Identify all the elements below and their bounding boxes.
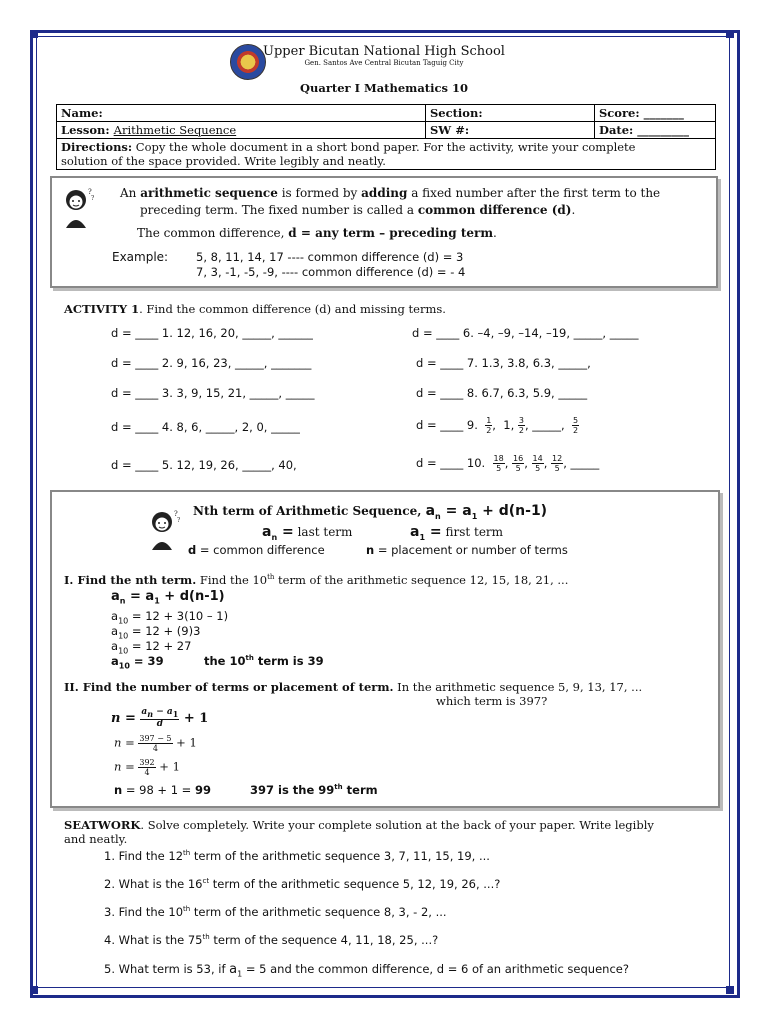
seatwork-q2: 2. What is the $16^{ct}$ term of the arithmetic sequence 5, 12, 19, 26, ...? xyxy=(104,877,501,891)
example-label: Example: xyxy=(112,250,169,264)
n-step-1: n = $\frac{397 - 5}{4}$ + 1 xyxy=(114,734,197,753)
n-result-statement: 397 is the 99th term xyxy=(250,783,378,797)
student-face-icon xyxy=(58,184,98,230)
activity-item-6: d = ____ 6. –4, –9, –14, –19, _____, _____ xyxy=(412,326,639,340)
seatwork-heading-2: and neatly. xyxy=(64,832,128,846)
nth-formula: $a_n = a_1 + d(n-1)$ xyxy=(111,589,225,606)
find-term-question: which term is 397? xyxy=(436,694,548,708)
find-nth-heading: I. Find the nth term. Find the 10th term of the arithmetic sequence 12, 15, 18, 21, ... xyxy=(64,573,569,587)
activity-item-1: d = ____ 1. 12, 16, 20, _____, ______ xyxy=(111,326,313,340)
activity-item-7: d = ____ 7. 1.3, 3.8, 6.3, _____, xyxy=(416,356,591,370)
corner-ornament xyxy=(726,30,734,38)
definition-line-1: An arithmetic sequence is formed by adding a fixed number after the first term to the xyxy=(120,186,661,200)
sw-field[interactable]: SW #: xyxy=(426,122,595,139)
example-1: 5, 8, 11, 14, 17 ---- common difference (d) = 3 xyxy=(196,250,464,264)
svg-text:?: ? xyxy=(177,517,181,524)
activity-item-5: d = ____ 5. 12, 19, 26, _____, 40, xyxy=(111,458,297,472)
step-1: $a_{10} = 12 + 3(10 - 1)$ xyxy=(111,609,229,626)
corner-ornament xyxy=(30,986,38,994)
directions-label: Directions: xyxy=(61,140,133,154)
seatwork-q1: 1. Find the 12th term of the arithmetic sequence 3, 7, 11, 15, 19, ... xyxy=(104,849,490,863)
directions-text-2: solution of the space provided. Write legibly and neatly. xyxy=(61,154,386,168)
result-statement: the 10th term is 39 xyxy=(204,654,324,668)
n-definition: n = placement or number of terms xyxy=(366,543,568,557)
svg-text:?: ? xyxy=(174,510,178,518)
corner-ornament xyxy=(30,30,38,38)
a1-definition: $a_1$ = first term xyxy=(410,524,504,542)
find-term-heading: II. Find the number of terms or placement of term. In the arithmetic sequence 5, 9, 13, 17, ... xyxy=(64,680,643,694)
seatwork-q3: 3. Find the 10th term of the arithmetic sequence 8, 3, - 2, ... xyxy=(104,905,447,919)
activity-item-3: d = ____ 3. 3, 9, 15, 21, _____, _____ xyxy=(111,386,315,400)
seatwork-heading: SEATWORK. Solve completely. Write your complete solution at the back of your paper. Write legibly xyxy=(64,818,654,832)
name-field[interactable]: Name: xyxy=(57,105,426,122)
an-definition: $a_n$ = last term xyxy=(262,524,353,542)
step-result: $a_{10} = 39$ xyxy=(111,654,164,671)
step-2: $a_{10} = 12 + (9)3$ xyxy=(111,624,201,641)
example-2: 7, 3, -1, -5, -9, ---- common difference (d) = - 4 xyxy=(196,265,466,279)
student-face-icon xyxy=(144,506,184,552)
nth-term-title: Nth term of Arithmetic Sequence, $a_n = a_1 + d(n-1)$ xyxy=(193,503,548,521)
student-info-table xyxy=(56,104,716,170)
n-step-3: n = 98 + 1 = 99 xyxy=(114,783,211,797)
activity-heading: ACTIVITY 1. Find the common difference (d) and missing terms. xyxy=(64,302,446,316)
lesson-cell xyxy=(57,122,426,139)
definition-line-2: preceding term. The fixed number is called a common difference (d). xyxy=(140,203,576,217)
quarter-title: Quarter I Mathematics 10 xyxy=(300,81,468,95)
corner-ornament xyxy=(726,986,734,994)
step-3: $a_{10} = 12 + 27$ xyxy=(111,639,192,656)
score-field[interactable]: Score: _______ xyxy=(595,105,716,122)
d-definition: d = common difference xyxy=(188,543,325,557)
activity-item-2: d = ____ 2. 9, 16, 23, _____, _______ xyxy=(111,356,312,370)
directions-text: Copy the whole document in a short bond paper. For the activity, write your complete xyxy=(132,140,636,154)
n-step-2: n = $\frac{392}{4}$ + 1 xyxy=(114,758,180,777)
activity-item-8: d = ____ 8. 6.7, 6.3, 5.9, _____ xyxy=(416,386,588,400)
n-formula: n = $\frac{a_n - a_1}{d}$ + 1 xyxy=(111,707,209,729)
seatwork-q5: 5. What term is 53, if $a_1 = 5$ and the common difference, d = 6 of an arithmetic sequence? xyxy=(104,962,629,979)
directions-cell xyxy=(57,139,716,170)
school-name: Upper Bicutan National High School xyxy=(263,44,505,59)
activity-item-10: d = ____ 10. $\frac{18}{5}$ , $\frac{16}{5}$ , $\frac{14}{5}$ , $\frac{12}{5}$ , _____ xyxy=(416,454,600,473)
lesson-label: Lesson: xyxy=(61,123,114,137)
section-field[interactable]: Section: xyxy=(426,105,595,122)
activity-item-9: d = ____ 9. $\frac{1}{2}$ , 1, $\frac{3}{2}$ , _____, $\frac{5}{2}$ xyxy=(416,416,579,435)
svg-text:?: ? xyxy=(88,188,92,196)
school-address: Gen. Santos Ave Central Bicutan Taguig City xyxy=(304,59,464,67)
svg-text:?: ? xyxy=(91,195,95,202)
lesson-value: Arithmetic Sequence xyxy=(113,123,237,137)
seatwork-q4: 4. What is the 75th term of the sequence 4, 11, 18, 25, ...? xyxy=(104,933,439,947)
date-field[interactable]: Date: _________ xyxy=(595,122,716,139)
common-difference-formula: The common difference, d = any term – preceding term. xyxy=(137,226,497,240)
activity-item-4: d = ____ 4. 8, 6, _____, 2, 0, _____ xyxy=(111,420,300,434)
